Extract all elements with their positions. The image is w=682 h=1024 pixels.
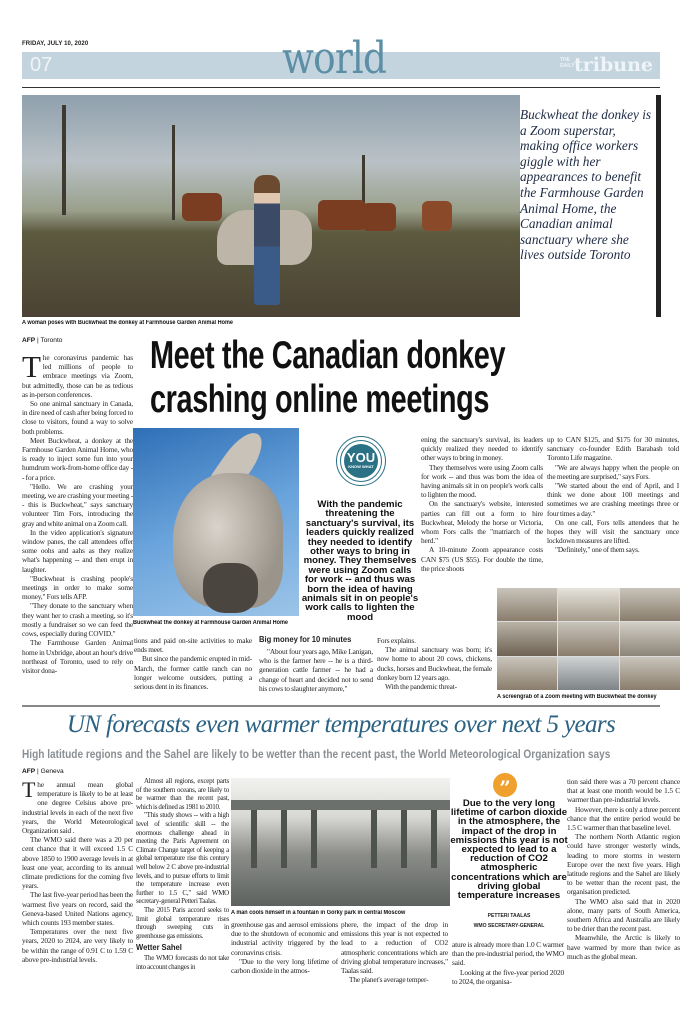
photo-caption: A screengrab of a Zoom meeting with Buckwheat the donkey <box>497 694 657 700</box>
drop-cap: T <box>22 780 36 802</box>
subheading: Big money for 10 minutes <box>259 634 352 644</box>
paragraph: The animal sanctuary was born; it's now home to about 20 cows, chickens, ducks, horses and Buckwheat, the female donkey born 12 years ago. <box>377 645 492 682</box>
issue-date: FRIDAY, JULY 10, 2020 <box>22 41 89 47</box>
article1-col3 <box>259 631 373 702</box>
page-number: 07 <box>30 54 53 76</box>
zoom-screengrab <box>497 588 680 690</box>
paragraph: "Hello. We are crashing your meeting, we are crashing your meeting -- this is Buckwheat," says sanctuary volunteer Tim Fors, introducing the gray and white animal on a Zoom call. <box>22 481 133 528</box>
paragraph: "Definitely," one of them says. <box>555 545 640 555</box>
paragraph: The WMO forecasts do not take into account changes in <box>136 954 229 971</box>
brand-prefix: THE DAILY <box>560 57 575 69</box>
drop-cap: T <box>22 353 41 384</box>
paragraph: The WMO said there was a 20 per cent chance that it will exceed 1.5 C above 1850 to 1900 average levels in at least one year, according to its annual climate predictions for the coming five years. <box>22 835 133 891</box>
paragraph: "This study shows -- with a high level of scientific skill -- the enormous challenge ahead in meeting the Paris Agreement on Climate Change target of keeping a global temperature rise this century well below 2 C above pre-industrial levels, and to pursue efforts to limit the temperature increase even further to 1.5 C," said WMO secretary-general Petteri Taalas. <box>136 811 229 906</box>
subheadline: High latitude regions and the Sahel are likely to be wetter than the recent past, the World Meteorological Organization says <box>22 748 611 761</box>
article1-col4 <box>377 636 492 702</box>
paragraph: he annual mean global temperature is likely to be at least one degree Celsius above pre-industrial levels in each of the next five years, the World Meteorological Organization said . <box>22 780 133 836</box>
donkey-photo <box>133 428 299 616</box>
headline-line: Meet the Canadian donkey <box>150 334 506 377</box>
paragraph: "Due to the very long lifetime of carbon dioxide in the atmos- <box>231 956 338 976</box>
paragraph: A 10-minute Zoom appearance costs CAN $75 (US $55). For double the time, the price shoots <box>421 545 543 573</box>
paragraph: The northern North Atlantic region could have stronger westerly winds, leading to more storms in western Europe over the next five years. High latitude regions and the Sahel are likely to be wetter than the recent past, the organisation predicted. <box>567 832 680 897</box>
paragraph: However, there is only a three percent chance that the entire period would be 1.5 C warmer than that baseline level. <box>567 804 680 833</box>
photo-caption: A man cools himself in a fountain in Gorky park in central Moscow <box>231 910 406 916</box>
paragraph: Meanwhile, the Arctic is likely to have warmed by more than twice as much as the global mean. <box>567 933 680 961</box>
paragraph: "We started about the end of April, and I think we done about 100 meetings and sometimes we are crashing meetings three or four times a day." <box>547 481 679 518</box>
photo-side-caption: Buckwheat the donkey is a Zoom superstar, making office workers giggle with her appearances to benefit the Farmhouse Garden Animal Home, the Canadian animal sanctuary where she lives outside Toronto <box>520 107 652 263</box>
article2-col2 <box>136 777 229 971</box>
brand-logo: tribune <box>574 54 654 76</box>
paragraph: The WMO also said that in 2020 alone, many parts of South America, southern Africa and Australia are likely to be drier than the recent past. <box>567 896 680 934</box>
paragraph: greenhouse gas and aerosol emissions due to the shutdown of economic and industrial activity triggered by the coronavirus crisis. <box>231 920 338 957</box>
paragraph: Meet Buckwheat, a donkey at the Farmhouse Garden Animal Home, who is ready to inject some fun into your humdrum work-from-home office day -- for a price. <box>22 435 133 482</box>
section-title: world <box>282 33 387 84</box>
paragraph: he coronavirus pandemic has led millions of people to embrace meetings via Zoom, but admittedly, those can be as tedious as in-person conferences. <box>22 353 133 399</box>
article1-col5 <box>421 435 543 585</box>
paragraph: But since the pandemic erupted in mid-March, the former cattle ranch can no longer welcome outsiders, putting a serious dent in its finances. <box>134 654 252 692</box>
paragraph: Fors explains. <box>377 636 416 645</box>
quote-attribution-name: PETTERI TAALAS <box>487 913 531 919</box>
headline <box>150 334 668 422</box>
subheading: Wetter Sahel <box>136 942 182 953</box>
badge-text: YOU <box>346 450 376 465</box>
divider <box>22 705 660 707</box>
paragraph: Temperatures over the next five years, 2020 to 2024, are very likely to be within the range of 0.91 C to 1.59 C above pre-industrial levels. <box>22 927 133 964</box>
paragraph: On one call, Fors tells attendees that he hopes they will visit the sanctuary once lockdown measures are lifted. <box>547 517 679 546</box>
donkey-woman-photo <box>22 95 520 317</box>
paragraph: ening the sanctuary's survival, its leaders quickly realized they needed to identify other ways to bring in money. <box>421 435 543 463</box>
article1-col1 <box>22 353 133 701</box>
article2-col6 <box>567 777 680 1017</box>
headline-line: crashing online meetings <box>150 378 490 421</box>
byline-place: | Geneva <box>35 768 64 775</box>
paragraph: tion said there was a 70 percent chance that at least one month would be 1.5 C warmer than pre-industrial levels. <box>567 777 680 805</box>
pull-quote: With the pandemic threatening the sanctuary's survival, its leaders quickly realized they needed to identify other ways to bring in money. They themselves were using Zoom calls for work -- and thus was born the idea of having animals sit in on people's work calls to lighten the mood <box>301 499 419 623</box>
paragraph: "They donate to the sanctuary when they want her to crash a meeting, so it's mostly a fundraiser so we can feed the cows, especially during COVID." <box>22 601 133 639</box>
photo-caption: Buckwheat the donkey at Farmhouse Garden Animal Home <box>133 620 289 626</box>
paragraph: The 2015 Paris accord seeks to limit global temperature rises through sweeping cuts in greenhouse gas emissions. <box>136 905 229 940</box>
paragraph: tions and paid on-site activities to make ends meet. <box>134 636 252 655</box>
paragraph: up to CAN $125, and $175 for 30 minutes, sanctuary co-founder Edith Barabash told Toronto Life magazine. <box>547 435 679 463</box>
photo-caption: A woman poses with Buckwheat the donkey at Farmhouse Garden Animal Home <box>22 320 233 326</box>
article2-col1 <box>22 780 133 1012</box>
byline-place: | Toronto <box>35 337 63 344</box>
article1-col2 <box>134 636 252 702</box>
paragraph: phere, the impact of the drop in emissions this year is not expected to lead to a reduction of CO2 atmospheric concentrations which are driving global temperature increases," Taalas said. <box>341 920 448 976</box>
paragraph: Looking at the five-year period 2020 to 2024, the organisa- <box>452 967 564 986</box>
paragraph: So one animal sanctuary in Canada, in dire need of cash after being forced to close to visitors, found a way to solve both problems. <box>22 399 133 436</box>
paragraph: The Farmhouse Garden Animal home in Uxbridge, about an hour's drive northeast of Toronto, used to rely on visitor dona- <box>22 638 133 675</box>
paragraph: With the pandemic threat- <box>385 682 457 692</box>
paragraph: "We are always happy when the people on the meeting are surprised," says Fors. <box>547 462 679 481</box>
article2-col4 <box>341 920 448 1012</box>
byline <box>22 768 64 775</box>
article2-col3 <box>231 920 338 1012</box>
byline <box>22 337 62 344</box>
paragraph: "Buckwheat is crashing people's meetings in order to make some money," Fors tells AFP. <box>22 573 133 602</box>
paragraph: They themselves were using Zoom calls for work -- and thus was born the idea of having animals sit in on people's work calls to lighten the mood. <box>421 462 543 500</box>
quote-icon: ” <box>493 773 517 797</box>
headline: UN forecasts even warmer temperatures over next 5 years <box>66 711 616 738</box>
pull-quote: Due to the very long lifetime of carbon dioxide in the atmosphere, the impact of the drop in emissions this year is not expected to lead to a reduction of CO2 atmospheric concentrations which are driving global temperature increases <box>450 798 568 902</box>
paragraph: ature is already more than 1.0 C warmer than the pre-industrial period, the WMO said. <box>452 940 564 968</box>
divider <box>22 87 660 88</box>
paragraph: On the sanctuary's website, interested parties can fill out a form to hire Buckwheat, Melody the horse or Victoria, whom Fors calls the "matriarch of the herd." <box>421 499 543 546</box>
paragraph: In the video application's signature window panes, the call attendees offer some oohs and aahs as they realize what's happening -- and then erupt in laughter. <box>22 527 133 574</box>
article1-col6 <box>547 435 679 585</box>
article2-col5 <box>452 940 564 1012</box>
fountain-photo <box>231 778 450 906</box>
byline-agency: AFP <box>22 337 36 344</box>
byline-agency: AFP <box>22 768 36 775</box>
badge-subtext: KNOW WHAT <box>348 464 374 469</box>
paragraph: The last five-year period has been the warmest five years on record, said the Geneva-based United Nations agency, which counts 193 member states. <box>22 890 133 928</box>
you-know-what-badge <box>336 436 386 486</box>
paragraph: The planet's average temper- <box>349 975 429 985</box>
caption-bar <box>656 95 661 317</box>
paragraph: Almost all regions, except parts of the southern oceans, are likely to be warmer than the recent past, which is defined as 1981 to 2010. <box>136 777 229 811</box>
quote-attribution-title: WMO SECRETARY-GENERAL <box>473 923 545 929</box>
paragraph: "About four years ago, Mike Lanigan, who is the farmer here -- he is a third-generation cattle farmer -- he had a change of heart and decided not to send his cows to slaughter anymore," <box>259 647 373 693</box>
